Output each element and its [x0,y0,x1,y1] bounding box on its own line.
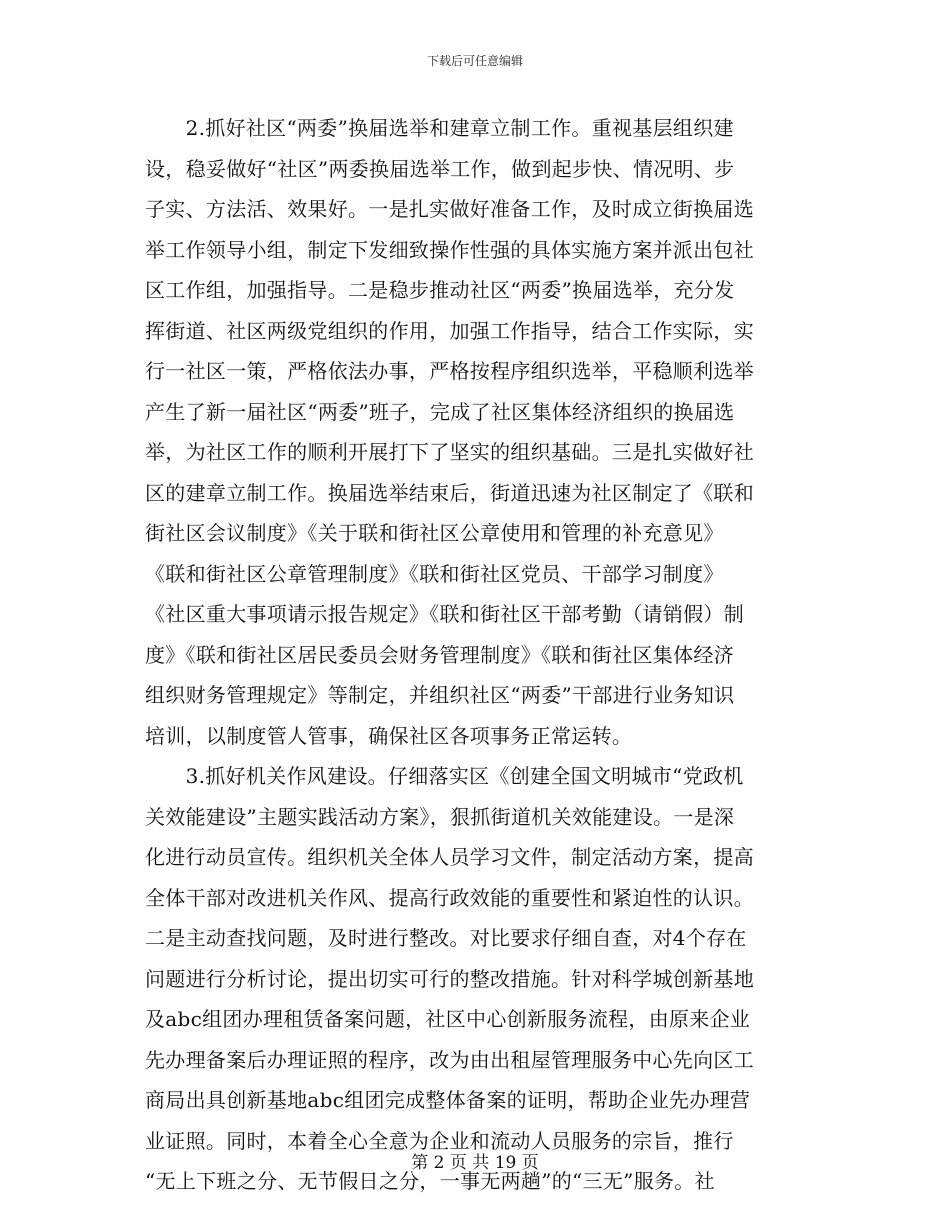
text-line: 培训，以制度管人管事，确保社区各项事务正常运转。 [145,723,633,748]
text-line: 及abc组团办理租赁备案问题，社区中心创新服务流程，由原来企业 [145,1007,751,1031]
text-line: 举，为社区工作的顺利开展打下了坚实的组织基础。三是扎实做好社 [145,440,754,464]
text-line: 业证照。同时，本着全心全意为企业和流动人员服务的宗旨，推行 [145,1128,734,1153]
text-line: 问题进行分析讨论，提出切实可行的整改措施。针对科学城创新基地 [145,966,754,991]
text-line: 先办理备案后办理证照的程序，改为由出租屋管理服务中心先向区工 [145,1047,754,1072]
text-line: 挥街道、社区两级党组织的作用，加强工作指导，结合工作实际，实 [145,318,754,343]
text-line: 关效能建设”主题实践活动方案》，狠抓街道机关效能建设。一是深 [145,804,735,829]
text-line: 《社区重大事项请示报告规定》《联和街社区干部考勤（请销假）制 [145,602,744,626]
text-line: 2.抓好社区“两委”换届选举和建章立制工作。重视基层组织建 [145,116,734,140]
text-line: 全体干部对改进机关作风、提高行政效能的重要性和紧迫性的认识。 [145,885,754,910]
text-line: 设，稳妥做好“社区”两委换届选举工作，做到起步快、情况明、步 [145,156,735,181]
text-line: “无上下班之分、无节假日之分，一事无两趟”的“三无”服务。社 [145,1169,715,1193]
document-body [145,108,805,1202]
text-line: 商局出具创新基地abc组团完成整体备案的证明，帮助企业先办理营 [145,1088,751,1112]
text-line: 二是主动查找问题，及时进行整改。对比要求仔细自查，对4个存在 [145,926,747,950]
text-line: 《联和街社区公章管理制度》《联和街社区党员、干部学习制度》 [145,561,724,586]
text-line: 3.抓好机关作风建设。仔细落实区《创建全国文明城市“党政机 [145,764,744,788]
text-line: 街社区会议制度》《关于联和街社区公章使用和管理的补充意见》 [145,521,724,545]
text-line: 举工作领导小组，制定下发细致操作性强的具体实施方案并派出包社 [145,237,754,262]
text-line: 行一社区一策，严格依法办事，严格按程序组织选举，平稳顺利选举 [145,359,754,383]
page-header: 下载后可任意编辑 [426,54,523,68]
text-line: 组织财务管理规定》等制定，并组织社区“两委”干部进行业务知识 [145,683,735,707]
text-line: 子实、方法活、效果好。一是扎实做好准备工作，及时成立街换届选 [145,197,754,221]
text-line: 度》《联和街社区居民委员会财务管理制度》《联和街社区集体经济 [145,642,734,667]
text-line: 化进行动员宣传。组织机关全体人员学习文件，制定活动方案，提高 [145,845,754,869]
page-footer: 第 2 页 共 19 页 [411,1153,539,1173]
text-line: 区工作组，加强指导。二是稳步推动社区“两委”换届选举，充分发 [145,278,735,302]
text-line: 区的建章立制工作。换届选举结束后，街道迅速为社区制定了《联和 [145,480,754,505]
text-line: 产生了新一届社区“两委”班子，完成了社区集体经济组织的换届选 [145,399,735,424]
